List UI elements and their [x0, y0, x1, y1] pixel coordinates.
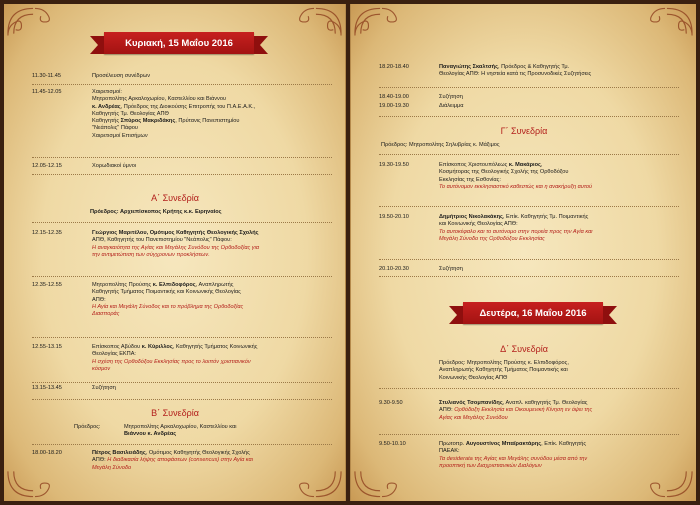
item-text-line: Συζήτηση — [439, 94, 463, 100]
item-time: 20.10-20.30 — [379, 266, 409, 272]
divider — [32, 157, 332, 158]
divider — [32, 382, 332, 383]
item-time: 18.20-18.40 — [379, 64, 409, 70]
item-text-line: "Νεάπολις" Πάφου — [92, 125, 138, 132]
item-text-line: Χαιρετισμοί Επισήμων — [92, 132, 148, 139]
item-text-line: Επίσκοπος Χριστουπόλεως κ. Μακάριος, — [439, 162, 543, 168]
item-text-line: Στυλιανός Τσομπανίδης, Αναπλ. καθηγητής Τμ. Θεολογίας — [439, 400, 588, 406]
item-text-line: κ. Ανδρέας, Πρόεδρος της Διοικούσης Επιτροπής του Π.Α.Ε.Α.Κ., — [92, 103, 256, 110]
item-text-line: Χορωδιακοί ύμνοι — [92, 163, 137, 169]
item-time: 12.05-12.15 — [32, 163, 62, 169]
item-time: 12.15-12.35 — [32, 230, 62, 236]
item-text-line: Προσέλευση συνέδρων — [92, 73, 151, 79]
item-text-line: Η αναγκαιότητα της Αγίας και Μεγάλης Συνόδου της Ορθοδοξίας για — [92, 244, 260, 251]
item-text-line: προοπτική των Διαχριστιανικών Διαλόγων — [439, 462, 542, 469]
item-text-line: Μητροπολίτης Προύσης κ. Ελπιδοφόρος, Αναπληρωτής — [92, 282, 234, 288]
item-content — [92, 344, 257, 373]
divider — [32, 84, 332, 85]
corner-ornament-icon — [6, 6, 64, 36]
corner-ornament-icon — [353, 469, 411, 499]
session-title: Β΄ Συνεδρία — [151, 408, 199, 418]
item-text-line: κόσμον — [92, 365, 111, 372]
item-time: 12.55-13.15 — [32, 344, 62, 350]
divider — [32, 444, 332, 445]
item-content — [439, 441, 587, 470]
item-content — [92, 450, 253, 472]
item-text-line: Επίσκοπος Αβύδου κ. Κύριλλος, Καθηγητής Τμήματος Κοινωνικής — [92, 344, 258, 350]
item-time: 11.30-11.45 — [32, 73, 62, 79]
item-content — [92, 385, 116, 392]
session-title: Α΄ Συνεδρία — [151, 193, 199, 203]
item-text-line: Συζήτηση — [92, 385, 116, 391]
divider — [379, 116, 679, 117]
item-text-line: Μητροπολίτης Αρκαλοχωρίου, Καστελλίου και Βιάννου — [92, 96, 227, 103]
item-text-line: Πέτρος Βασιλειάδης, Ομότιμος Καθηγητής Θεολογικής Σχολής — [92, 450, 250, 456]
divider — [32, 399, 332, 400]
item-content — [92, 163, 136, 170]
item-text-line: ΑΠΘ: — [92, 296, 106, 303]
item-time: 19.00-19.30 — [379, 103, 409, 109]
divider — [32, 276, 332, 277]
item-time: 13.15-13.45 — [32, 385, 62, 391]
corner-ornament-icon — [6, 469, 64, 499]
item-text-line: Καθηγητής Τμήματος Ποιμαντικής και Κοινωνικής Θεολογίας — [92, 289, 241, 296]
item-text-line: Εκκλησίας της Εσθονίας: — [439, 176, 501, 183]
item-text-line: Πρωτοπρ. Αυγουστίνος Μπαϊρακτάρης, Επίκ. Καθηγητής — [439, 441, 587, 447]
corner-ornament-icon — [636, 469, 694, 499]
item-text-line: Μεγάλη Σύνοδο της Ορθοδόξου Εκκλησίας — [439, 235, 545, 242]
divider — [379, 276, 679, 277]
item-text-line: Μεγάλη Σύνοδο — [92, 464, 132, 471]
item-text-line: Θεολογίας ΕΚΠΑ: — [92, 351, 136, 358]
item-text-line: Συζήτηση — [439, 266, 463, 272]
item-text-line: Κοσμήτορας της Θεολογικής Σχολής της Ορθοδόξου — [439, 169, 569, 176]
item-content — [92, 282, 243, 318]
divider — [379, 434, 679, 435]
item-text-line: Καθηγητής Σπύρος Μακριδάκης, Πρύτανις Πανεπιστημίου — [92, 118, 240, 125]
item-text-line: Θεολογίας ΑΠΘ: Η νηστεία κατά τις Προσυνοδικές Συζητήσεις — [439, 71, 592, 78]
item-time: 11.45-12.05 — [32, 89, 62, 95]
item-text-line: Παναγιώτης Σκαλτσής, Πρόεδρος & Καθηγητής Τμ. — [439, 64, 570, 70]
item-text-line: Καθηγητής Τμ. Θεολογίας ΑΠΘ — [92, 110, 169, 117]
item-text-line: ΠΑΕΑΚ: — [439, 448, 460, 455]
left-page: Κυριακή, 15 Μαΐου 2016 11.30-11.45 Προσέλευση συνέδρων 11.45-12.05 Χαιρετισμοί: Μητροπολίτης Αρκαλοχωρίου, Καστελλίου και Βιάννου κ. Ανδρέας, Πρόεδρος της Διοικούσης Επιτροπής του Π.Α.Ε.Α.Κ., Καθηγητής Τμ. Θεολογίας ΑΠΘ Καθηγητής Σπύρος Μακριδάκης, Πρύτανις Πανεπιστημίου "Νεάπολις" Πάφου Χαιρετισμοί Επισήμων 12.05-12.15 Χορωδιακοί ύμνοι Α΄ Συνεδρία Πρόεδρος: Αρχιεπίσκοπος Κρήτης κ.κ. Ειρηναίος 12.15-12.35 Γεώργιος Μαριτέλου, Ομότιμος Καθηγητής Θεολογικής Σχολής ΑΠΘ, Καθηγητής του Πανεπιστημίου "Νεάπολις" Πάφου: Η αναγκαιότητα της Αγίας και Μεγάλης Συνόδου της Ορθοδοξίας για την αντιμετώπιση των σύγχρονων προκλήσεων. 12.35-12.55 Μητροπολίτης Προύσης κ. Ελπιδοφόρος, Αναπληρωτής Καθηγητής Τμήματος Ποιμαντικής και Κοινωνικής Θεολογίας ΑΠΘ: Η Αγία και Μεγάλη Σύνοδος και το πρόβλημα της Ορθοδοξίας Διασποράς 12.55-13.15 Επίσκοπος Αβύδου κ. Κύριλλος, Καθηγητής Τμήματος Κοινωνικής Θεολογίας ΕΚΠΑ: Η σχέση της Ορθοδόξου Εκκλησίας προς το λοιπόν χριστιανικόν κόσμον 13.15-13.45 Συζήτηση Β΄ Συνεδρία Πρόεδρος: Μητροπολίτης Αρκαλοχωρίου, Καστελλίου και Βιάννου κ. Ανδρέας 18.00-18.20 Πέτρος Βασιλειάδης, Ομότιμος Καθηγητής Θεολογικής Σχολής ΑΠΘ: Η διαδικασία λήψης αποφάσεων (consencus) στην Αγία και Μεγάλη Σύνοδο — [4, 4, 346, 501]
divider — [32, 222, 332, 223]
item-content — [439, 162, 592, 191]
item-text-line: ΑΠΘ: Ορθόδοξη Εκκλησία και Οικουμενική Κίνηση εν όψει της — [439, 407, 593, 414]
corner-ornament-icon — [285, 469, 343, 499]
divider — [379, 206, 679, 207]
item-text-line: ΑΠΘ: Η διαδικασία λήψης αποφάσεων (consencus) στην Αγία και — [92, 457, 253, 464]
item-content — [439, 214, 593, 243]
item-content — [92, 89, 255, 140]
item-time: 19.50-20.10 — [379, 214, 409, 220]
item-text-line: Χαιρετισμοί: — [92, 89, 122, 95]
divider — [32, 174, 332, 175]
day-banner-text: Δευτέρα, 16 Μαΐου 2016 — [479, 307, 587, 319]
item-text-line: Η Αγία και Μεγάλη Σύνοδος και το πρόβλημα της Ορθοδοξίας — [92, 303, 244, 310]
item-time: 12.35-12.55 — [32, 282, 62, 288]
corner-ornament-icon — [636, 6, 694, 36]
right-page: 18.20-18.40 Παναγιώτης Σκαλτσής, Πρόεδρος & Καθηγητής Τμ. Θεολογίας ΑΠΘ: Η νηστεία κατά τις Προσυνοδικές Συζητήσεις 18.40-19.00 Συζήτηση 19.00-19.30 Διάλειμμα Γ΄ Συνεδρία Πρόεδρος: Μητροπολίτης Σηλυβρίας κ. Μάξιμος 19.30-19.50 Επίσκοπος Χριστουπόλεως κ. Μακάριος, Κοσμήτορας της Θεολογικής Σχολής της Ορθοδόξου Εκκλησίας της Εσθονίας: Το αυτόνομον εκκλησιαστικό καθεστώς και η ανακήρυξη αυτού 19.50-20.10 Δημήτριος Νικολακάκης, Επίκ. Καθηγητής Τμ. Ποιμαντικής και Κοινωνικής Θεολογίας ΑΠΘ: Το αυτοκέφαλο και το αυτόνομο στην πορεία προς την Αγία και Μεγάλη Σύνοδο της Ορθοδόξου Εκκλησίας 20.10-20.30 Συζήτηση Δευτέρα, 16 Μαΐου 2016 Δ΄ Συνεδρία Πρόεδρος: Μητροπολίτης Προύσης κ. Ελπιδοφόρος, Αναπληρωτής Καθηγητής Τμήματος Ποιμαντικής και Κοινωνικής Θεολογίας ΑΠΘ 9.30-9.50 Στυλιανός Τσομπανίδης, Αναπλ. καθηγητής Τμ. Θεολογίας ΑΠΘ: Ορθόδοξη Εκκλησία και Οικουμενική Κίνηση εν όψει της Αγίας και Μεγάλης Συνόδου 9.50-10.10 Πρωτοπρ. Αυγουστίνος Μπαϊρακτάρης, Επίκ. Καθηγητής ΠΑΕΑΚ: Τα desiderata της Αγίας και Μεγάλης συνόδου μέσα από την προοπτική των Διαχριστιανικών Διαλόγων — [350, 4, 696, 501]
item-text-line: Τα desiderata της Αγίας και Μεγάλης συνόδου μέσα από την — [439, 455, 588, 462]
item-content — [439, 94, 463, 101]
session-title: Γ΄ Συνεδρία — [500, 126, 548, 136]
divider — [379, 259, 679, 260]
item-time: 9.30-9.50 — [379, 400, 403, 406]
session-title: Δ΄ Συνεδρία — [500, 344, 548, 354]
item-time: 9.50-10.10 — [379, 441, 406, 447]
divider — [379, 388, 679, 389]
item-content — [439, 266, 463, 273]
day-banner — [104, 32, 254, 54]
item-text-line: και Κοινωνικής Θεολογίας ΑΠΘ: — [439, 221, 518, 228]
day-banner — [463, 302, 603, 324]
item-content — [439, 103, 463, 110]
item-text-line: Διάλειμμα — [439, 103, 464, 109]
item-time: 19.30-19.50 — [379, 162, 409, 168]
item-time: 18.00-18.20 — [32, 450, 62, 456]
item-content — [439, 400, 592, 422]
item-text-line: ΑΠΘ, Καθηγητής του Πανεπιστημίου "Νεάπολις" Πάφου: — [92, 237, 232, 244]
item-text-line: Το αυτοκέφαλο και το αυτόνομο στην πορεία προς την Αγία και — [439, 228, 593, 235]
item-content — [439, 64, 591, 79]
corner-ornament-icon — [353, 6, 411, 36]
corner-ornament-icon — [285, 6, 343, 36]
item-time: 18.40-19.00 — [379, 94, 409, 100]
item-content — [92, 230, 259, 259]
day-banner-text: Κυριακή, 15 Μαΐου 2016 — [125, 37, 233, 49]
item-text-line: την αντιμετώπιση των σύγχρονων προκλήσεων. — [92, 251, 210, 258]
divider — [32, 337, 332, 338]
item-text-line: Η σχέση της Ορθοδόξου Εκκλησίας προς το λοιπόν χριστιανικόν — [92, 358, 251, 365]
item-text-line: Το αυτόνομον εκκλησιαστικό καθεστώς και η ανακήρυξη αυτού — [439, 183, 593, 190]
item-text-line: Γεώργιος Μαριτέλου, Ομότιμος Καθηγητής Θεολογικής Σχολής — [92, 230, 259, 236]
divider — [379, 154, 679, 155]
item-content — [92, 73, 150, 80]
item-text-line: Αγίας και Μεγάλης Συνόδου — [439, 414, 508, 421]
item-text-line: Διασποράς — [92, 311, 120, 318]
divider — [379, 87, 679, 88]
item-text-line: Δημήτριος Νικολακάκης, Επίκ. Καθηγητής Τμ. Ποιμαντικής — [439, 214, 589, 220]
